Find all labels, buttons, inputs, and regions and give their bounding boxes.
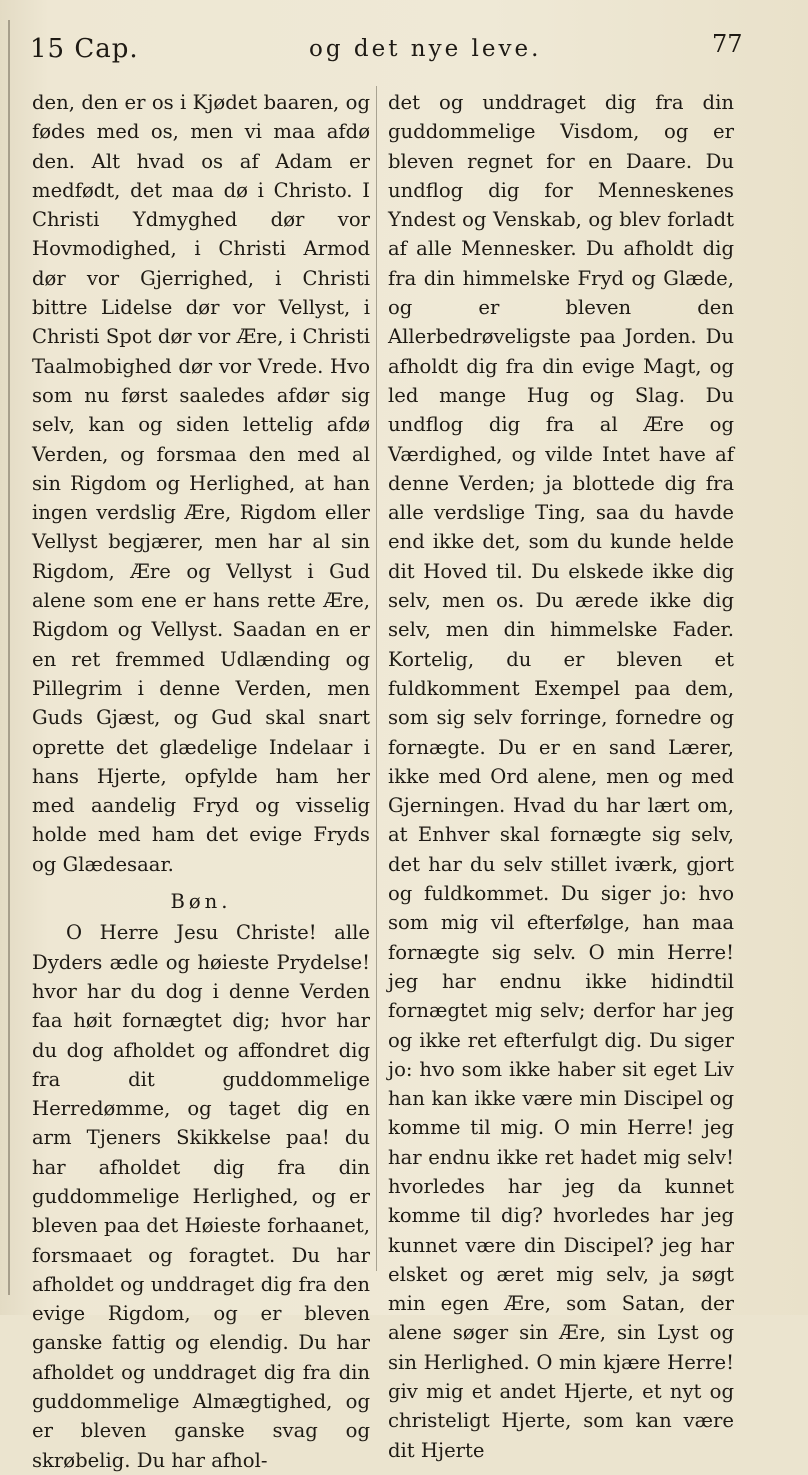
chapter-label: 15 Cap. <box>30 34 139 64</box>
page-number: 77 <box>712 30 743 58</box>
page-header <box>24 30 743 70</box>
right-column <box>388 88 734 1465</box>
right-paragraph-1: det og unddraget dig fra din guddommelige Visdom, og er bleven regnet for en Daare. Du undflog dig for Menneskenes Yndest og Venskab, og blev forladt af alle Mennesker. Du afholdt dig fra din himmelske Fryd og Glæde, og er bleven den Allerbedrøveligste paa Jorden. Du afholdt dig fra din evige Magt, og led mange Hug og Slag. Du undflog dig fra al Ære og Værdighed, og vilde Intet have af denne Verden; ja blottede dig fra alle verdslige Ting, saa du havde end ikke det, som du kunde helde dit Hoved til. Du elskede ikke dig selv, men os. Du ærede ikke dig selv, men din himmelske Fader. Kortelig, du er bleven et fuldkomment Exempel paa dem, som sig selv forringe, fornedre og fornægte. Du er en sand Lærer, ikke med Ord alene, men og med Gjerningen. Hvad du har lært om, at Enhver skal fornægte sig selv, det har du selv stillet iværk, gjort og fuldkommet. Du siger jo: hvo som mig vil efterfølge, han maa fornægte sig selv. O min Herre! jeg har endnu ikke hidindtil fornægtet mig selv; derfor har jeg og ikke ret efterfulgt dig. Du siger jo: hvo som ikke haber sit eget Liv han kan ikke være min Discipel og komme til mig. O min Herre! jeg har endnu ikke ret hadet mig selv! hvorledes har jeg da kunnet komme til dig? hvorledes har jeg kunnet være din Discipel? jeg har elsket og æret mig selv, ja søgt min egen Ære, som Satan, der alene søger sin Ære, sin Lyst og sin Herlighed. O min kjære Herre! giv mig et andet Hjerte, et nyt og christeligt Hjerte, som kan være dit Hjerte <box>388 91 734 1462</box>
page-edge-line <box>8 20 10 1295</box>
running-title: og det nye levе. <box>309 36 542 62</box>
column-divider <box>376 86 377 1271</box>
prayer-heading: Bøn. <box>170 890 232 914</box>
left-column <box>32 88 370 1475</box>
left-paragraph-2: O Herre Jesu Christe! alle Dyders ædle og høieste Prydelse! hvor har du dog i denne Verden faa høit fornægtet dig; hvor har du dog afholdet og affondret dig fra dit guddommelige Herredømme, og taget dig en arm Tjeners Skikkelse paa! du har afholdet dig fra din guddommelige Herlighed, og er bleven paa det Høieste forhaanet, forsmaaet og foragtet. Du har afholdet og unddraget dig fra den evige Rigdom, og er bleven ganske fattig og elendig. Du har afholdet og unddraget dig fra din guddommelige Almægtighed, og er bleven ganske svag og skrøbelig. Du har afhol- <box>32 921 370 1472</box>
left-paragraph-1: den, den er os i Kjødet baaren, og fødes med os, men vi maa afdø den. Alt hvad os af Adam er medfødt, det maa dø i Christo. I Christi Ydmyghed dør vor Hovmodighed, i Christi Armod dør vor Gjerrighed, i Christi bittre Lidelse dør vor Vellyst, i Christi Spot dør vor Ære, i Christi Taalmobighed dør vor Vrede. Hvo som nu først saaledes afdør sig selv, kan og siden lettelig afdø Verden, og forsmaa den med al sin Rigdom og Herlighed, at han ingen verdslig Ære, Rigdom eller Vellyst begjærer, men har al sin Rigdom, Ære og Vellyst i Gud alene som ene er hans rette Ære, Rigdom og Vellyst. Saadan en er en ret fremmed Udlænding og Pillegrim i denne Verden, men Guds Gjæst, og Gud skal snart oprette det glædelige Indelaar i hans Hjerte, opfylde ham her med aandelig Fryd og visselig holde med ham det evige Fryds og Glædesaar. <box>32 91 370 876</box>
